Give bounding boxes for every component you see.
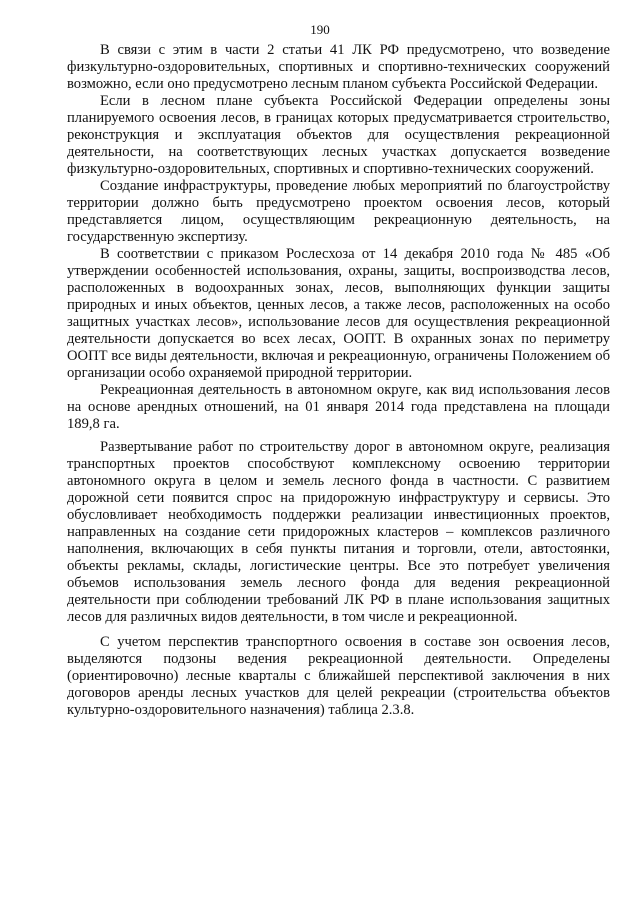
paragraph-4: В соответствии с приказом Рослесхоза от 14 декабря 2010 года № 485 «Об утверждении особенностей использования, охраны, защиты, воспроизводства лесов, расположенных в водоохранных зонах, лесов, выполняющих функции защиты природных и иных объектов, ценных лесов, а также лесов, расположенных на особо защитных участках лесов», использование лесов для осуществления рекреационной деятельности допускается во всех лесах, ООПТ. В охранных зонах по периметру ООПТ все виды деятельности, включая и рекреационную, ограничены Положением об организации особо охраняемой природной территории. — [67, 246, 610, 381]
paragraph-5: Рекреационная деятельность в автономном округе, как вид использования лесов на основе арендных отношений, на 01 января 2014 года представлена на площади 189,8 га. — [67, 382, 610, 432]
paragraph-6: Развертывание работ по строительству дорог в автономном округе, реализация транспортных проектов способствуют комплексному освоению территории автономного округа в целом и земель лесного фонда в частности. С развитием дорожной сети появится спрос на придорожную инфраструктуру и сервисы. Это обусловливает необходимость поддержки реализации инвестиционных проектов, направленных на создание сети придорожных кластеров – комплексов различного наполнения, включающих в себя пункты питания и торговли, отели, автостоянки, объекты рекламы, склады, логистические центры. Все это потребует увеличения объемов использования земель лесного фонда для ведения рекреационной деятельности при соблюдении требований ЛК РФ в плане использования защитных лесов для различных видов деятельности, в том числе и рекреационной. — [67, 439, 610, 625]
document-body — [67, 42, 610, 719]
paragraph-2: Если в лесном плане субъекта Российской Федерации определены зоны планируемого освоения лесов, в границах которых предусматривается строительство, реконструкция и эксплуатация объектов для осуществления рекреационной деятельности, на соответствующих лесных участках допускается возведение физкультурно-оздоровительных, спортивных и спортивно-технических сооружений. — [67, 93, 610, 177]
paragraph-3: Создание инфраструктуры, проведение любых мероприятий по благоустройству территории должно быть предусмотрено проектом освоения лесов, который представляется лицом, осуществляющим рекреационную деятельность, на государственную экспертизу. — [67, 178, 610, 245]
page-number: 190 — [310, 22, 330, 37]
paragraph-7: С учетом перспектив транспортного освоения в составе зон освоения лесов, выделяются подзоны ведения рекреационной деятельности. Определены (ориентировочно) лесные кварталы с ближайшей перспективой заключения в них договоров аренды лесных участков для целей рекреации (строительства объектов культурно-оздоровительного назначения) таблица 2.3.8. — [67, 634, 610, 718]
paragraph-1: В связи с этим в части 2 статьи 41 ЛК РФ предусмотрено, что возведение физкультурно-оздоровительных, спортивных и спортивно-технических сооружений возможно, если оно предусмотрено лесным планом субъекта Российской Федерации. — [67, 42, 610, 92]
